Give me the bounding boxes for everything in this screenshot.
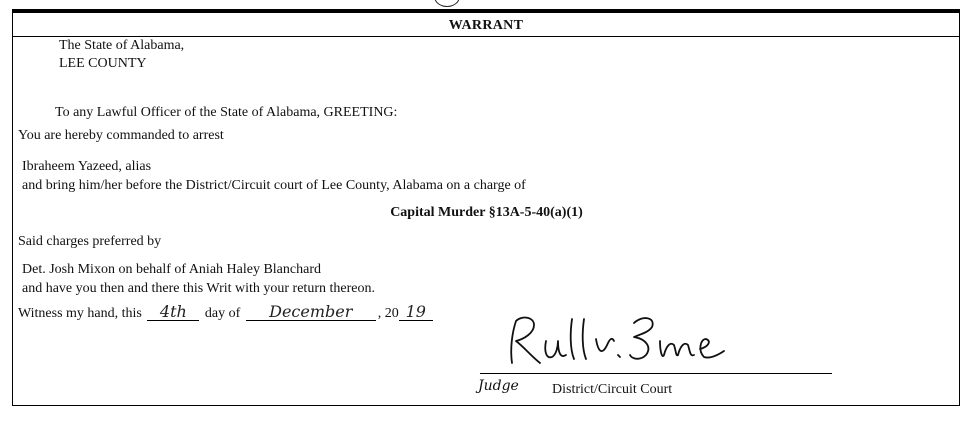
charge-line: Capital Murder §13A-5-40(a)(1) [390,205,583,220]
judge-handwritten: Judge [478,378,519,394]
judge-signature [500,311,740,373]
greeting-line: To any Lawful Officer of the State of Alabama, GREETING: [55,105,398,120]
complainant-line: Det. Josh Mixon on behalf of Aniah Haley Blanchard [22,262,321,277]
state-line: The State of Alabama, [59,38,185,53]
writ-return-line: and have you then and there this Writ with your return thereon. [22,281,375,296]
defendant-name: Ibraheem Yazeed, alias [22,159,152,174]
signature-line [480,373,832,374]
preferred-by-label: Said charges preferred by [18,234,162,249]
witness-year-suffix: 19 [399,304,433,321]
witness-month: December [246,304,376,321]
witness-day-of: day of [204,306,241,321]
bring-before-line: and bring him/her before the District/Circuit court of Lee County, Alabama on a charge of [22,178,526,193]
witness-line [18,304,433,322]
seal-edge [434,0,460,7]
command-line: You are hereby commanded to arrest [18,128,224,143]
county-line: LEE COUNTY [59,56,147,71]
court-label: District/Circuit Court [552,382,673,397]
witness-day: 4th [147,304,199,321]
warrant-title: WARRANT [12,15,960,37]
witness-year-prefix: , 20 [377,306,399,321]
witness-prefix: Witness my hand, this [18,306,142,321]
